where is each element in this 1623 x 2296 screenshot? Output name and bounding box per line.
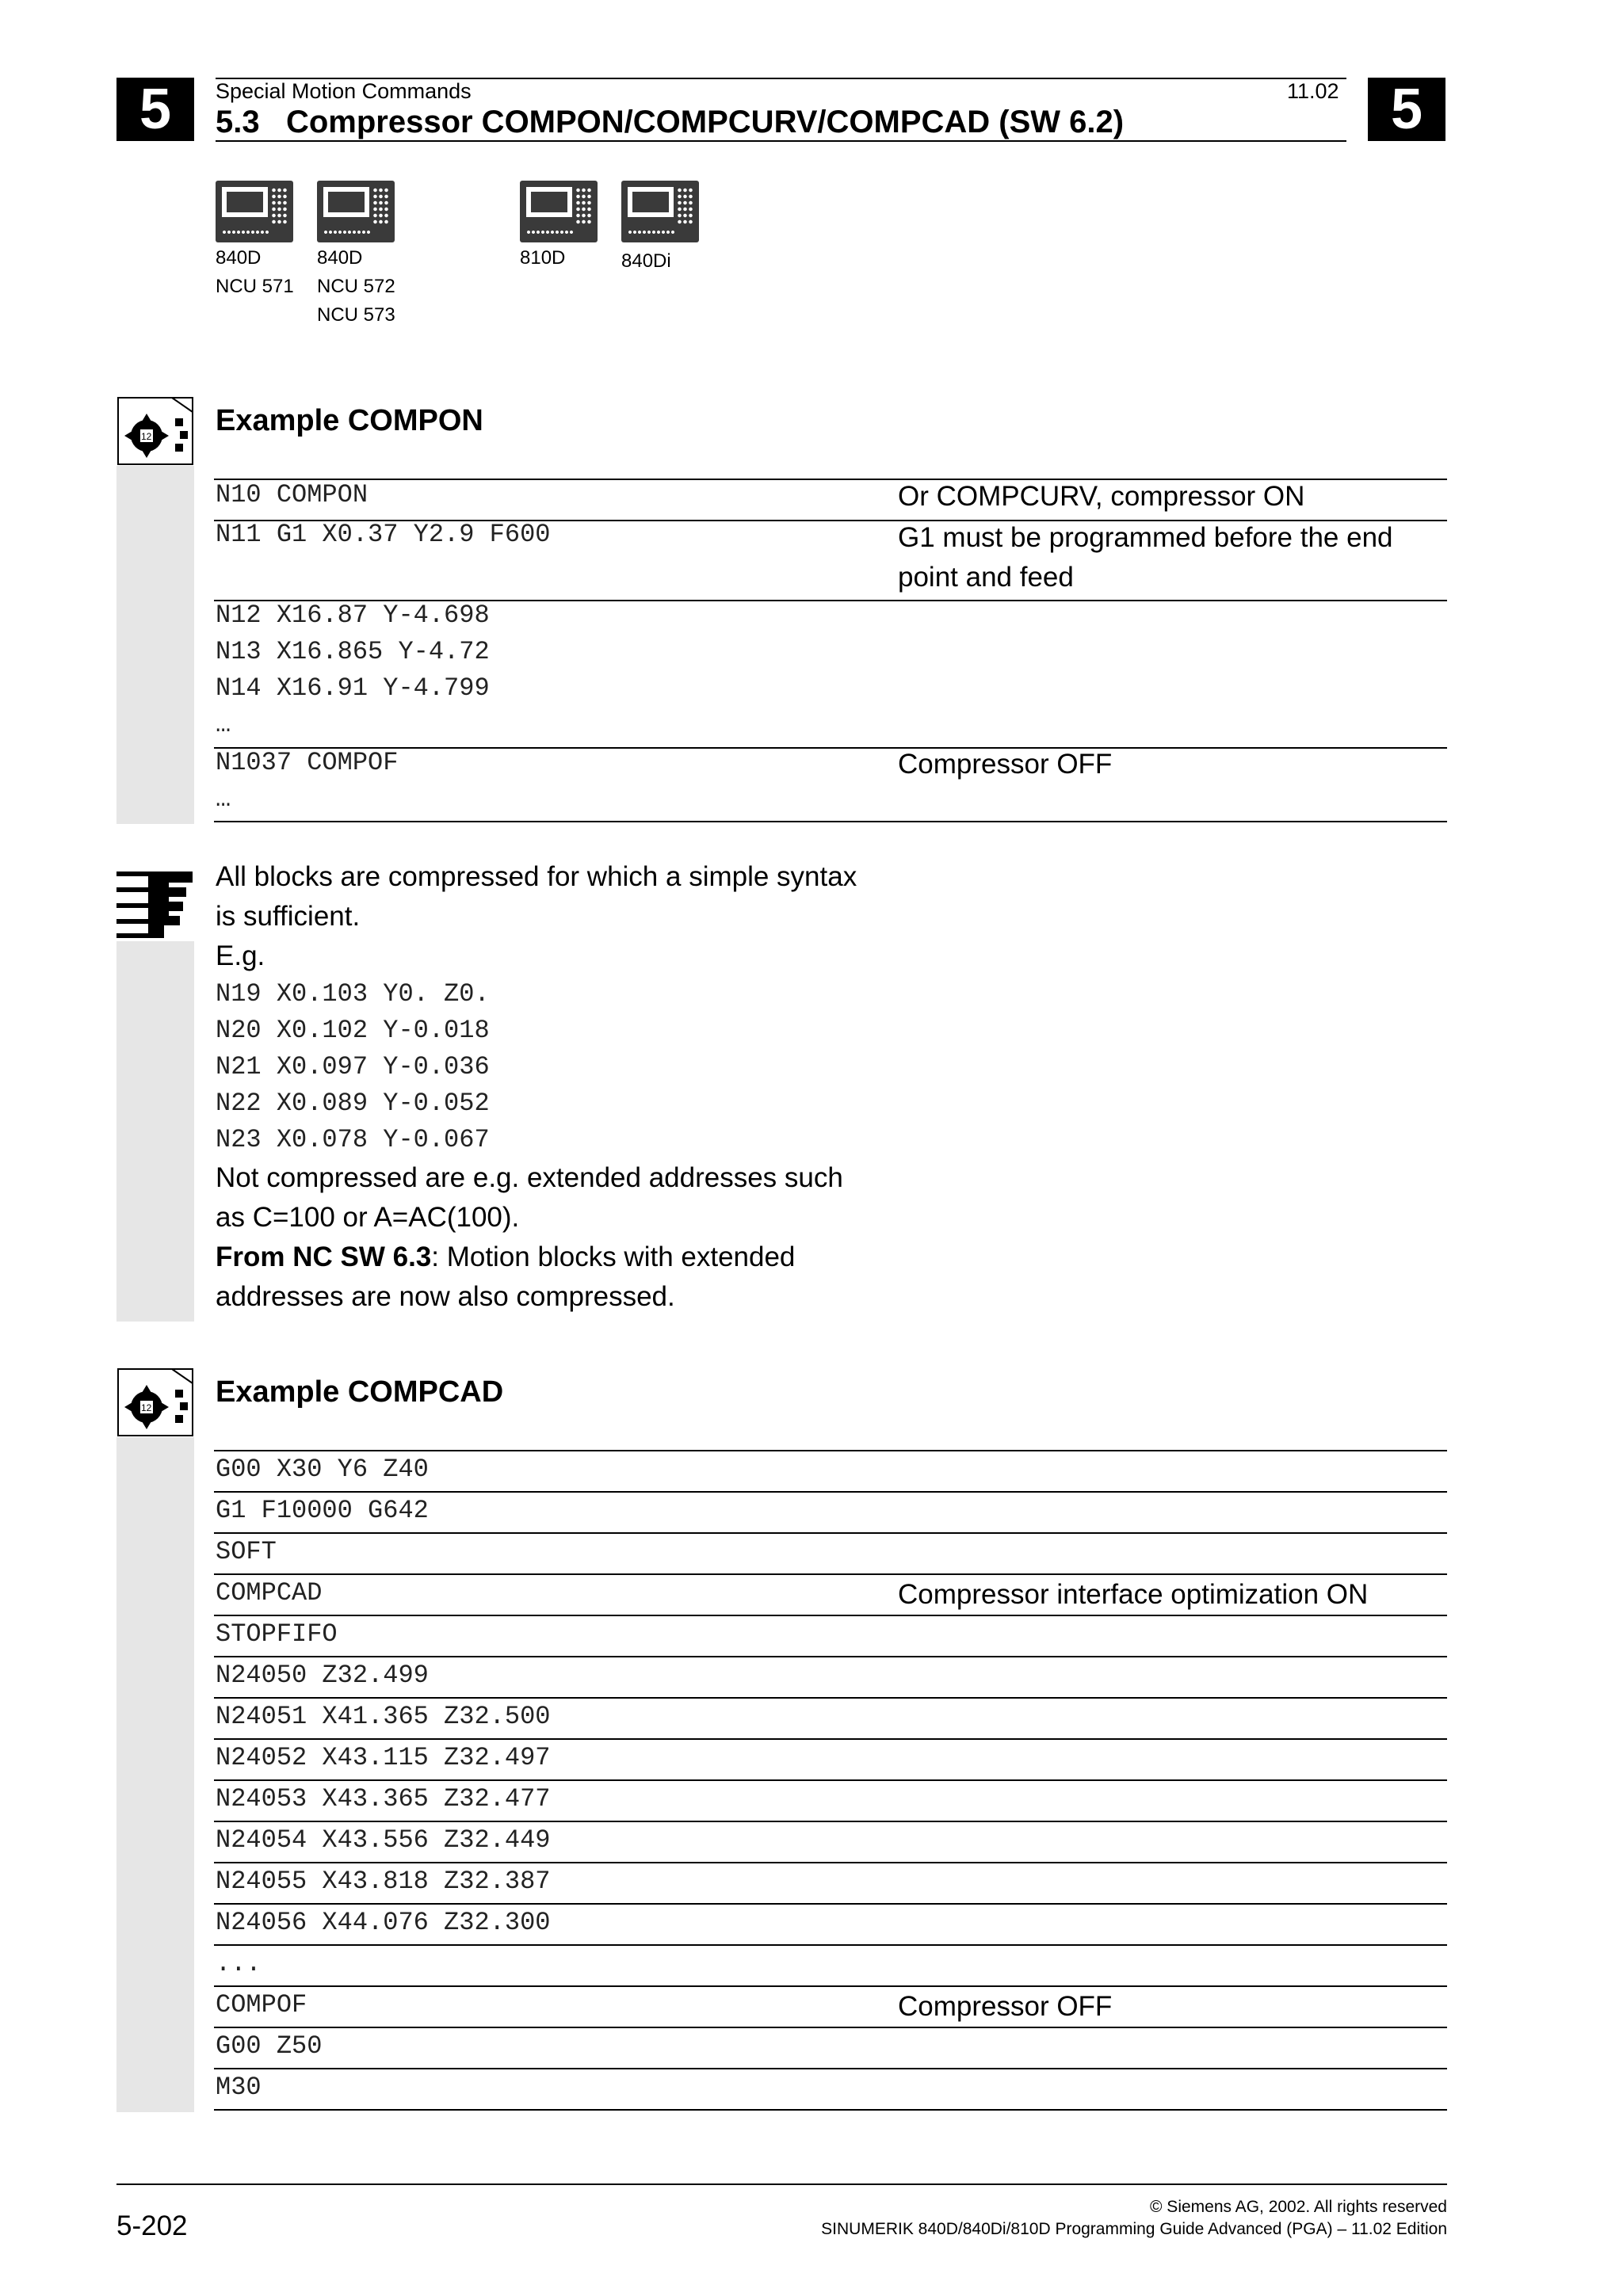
margin-bar [116,1367,194,2112]
code-line: N1037 COMPOF [216,748,399,777]
control-panel-icon [317,181,395,242]
pointing-hand-icon [116,870,194,941]
note-text: E.g. [216,940,265,971]
control-label: 840D NCU 572 NCU 573 [317,247,395,326]
code-line: … [216,784,231,814]
note-code-line: N21 X0.097 Y-0.036 [216,1052,490,1081]
note-text: All blocks are compressed for which a simple syntax [216,861,857,892]
note-text-rest: : Motion blocks with extended [431,1241,796,1272]
table-rule [214,1985,1447,1987]
control-panel-icon [520,181,598,242]
page-title: 5.3 Compressor COMPON/COMPCURV/COMPCAD (SW 6.2) [216,105,1125,139]
code-comment: Compressor OFF [898,1991,1113,2022]
control-label: 840Di [621,250,671,272]
chapter-badge-right [1368,78,1445,141]
table-rule [214,2027,1447,2028]
code-line: G00 Z50 [216,2031,323,2061]
code-line: G1 F10000 G642 [216,1496,429,1525]
code-line: G00 X30 Y6 Z40 [216,1455,429,1484]
code-line: … [216,710,231,739]
code-line: N13 X16.865 Y-4.72 [216,637,490,666]
table-rule [214,2109,1447,2111]
table-rule [214,2068,1447,2069]
control-label: 840D NCU 571 [216,247,294,297]
chapter-number: 5 [139,78,172,141]
control-label: 810D [520,247,566,269]
note-bold: From NC SW 6.3 [216,1241,432,1272]
chapter-badge-left [116,78,194,141]
header-section: Special Motion Commands [216,79,472,103]
example-icon [116,1367,194,1437]
code-line: N24052 X43.115 Z32.497 [216,1743,551,1772]
code-line: N12 X16.87 Y-4.698 [216,601,490,630]
copyright: © Siemens AG, 2002. All rights reserved [1150,2198,1447,2216]
document-title: SINUMERIK 840D/840Di/810D Programming Guide Advanced (PGA) – 11.02 Edition [821,2220,1447,2238]
table-rule [214,747,1447,749]
code-line: N24055 X43.818 Z32.387 [216,1867,551,1896]
chapter-number: 5 [1390,78,1423,141]
svg-text:12: 12 [141,431,152,442]
code-comment: Or COMPCURV, compressor ON [898,481,1305,512]
code-line: SOFT [216,1537,277,1566]
code-line: N24056 X44.076 Z32.300 [216,1908,551,1937]
code-line: N24050 Z32.499 [216,1661,429,1690]
note-code-line: N20 X0.102 Y-0.018 [216,1016,490,1045]
table-rule [214,821,1447,822]
code-comment: Compressor OFF [898,749,1113,780]
example-icon [116,396,194,466]
code-line: ... [216,1949,262,1978]
svg-text:12: 12 [141,1402,152,1413]
note-text: as C=100 or A=AC(100). [216,1202,520,1233]
table-rule [214,1615,1447,1616]
footer-rule [116,2183,1447,2185]
code-line: N24053 X43.365 Z32.477 [216,1784,551,1814]
code-comment: point and feed [898,562,1074,593]
control-panel-icon [621,181,699,242]
note-text: is sufficient. [216,901,361,932]
table-rule [214,1944,1447,1946]
control-panel-icon [216,181,293,242]
code-comment: Compressor interface optimization ON [898,1579,1369,1610]
code-line: COMPOF [216,1990,307,2019]
page-number: 5-202 [116,2210,188,2241]
code-line: N24051 X41.365 Z32.500 [216,1702,551,1731]
code-line: N11 G1 X0.37 Y2.9 F600 [216,520,551,549]
note-text: addresses are now also compressed. [216,1281,675,1312]
header-edition: 11.02 [1287,79,1339,103]
code-line: N10 COMPON [216,480,369,509]
code-line: N14 X16.91 Y-4.799 [216,673,490,703]
code-comment: G1 must be programmed before the end [898,522,1393,553]
section-heading: Example COMPON [216,404,483,437]
note-code-line: N22 X0.089 Y-0.052 [216,1089,490,1118]
note-code-line: N23 X0.078 Y-0.067 [216,1125,490,1154]
note-text: Not compressed are e.g. extended addresses such [216,1162,843,1193]
code-line: M30 [216,2073,262,2102]
section-heading: Example COMPCAD [216,1375,504,1409]
note-paragraph [216,857,865,1317]
table-rule [214,1532,1447,1534]
note-text [216,1238,865,1277]
header-bottom-rule [216,140,1346,142]
code-line: N24054 X43.556 Z32.449 [216,1825,551,1855]
code-line: STOPFIFO [216,1619,338,1649]
note-code-line: N19 X0.103 Y0. Z0. [216,979,490,1009]
code-line: COMPCAD [216,1578,323,1608]
